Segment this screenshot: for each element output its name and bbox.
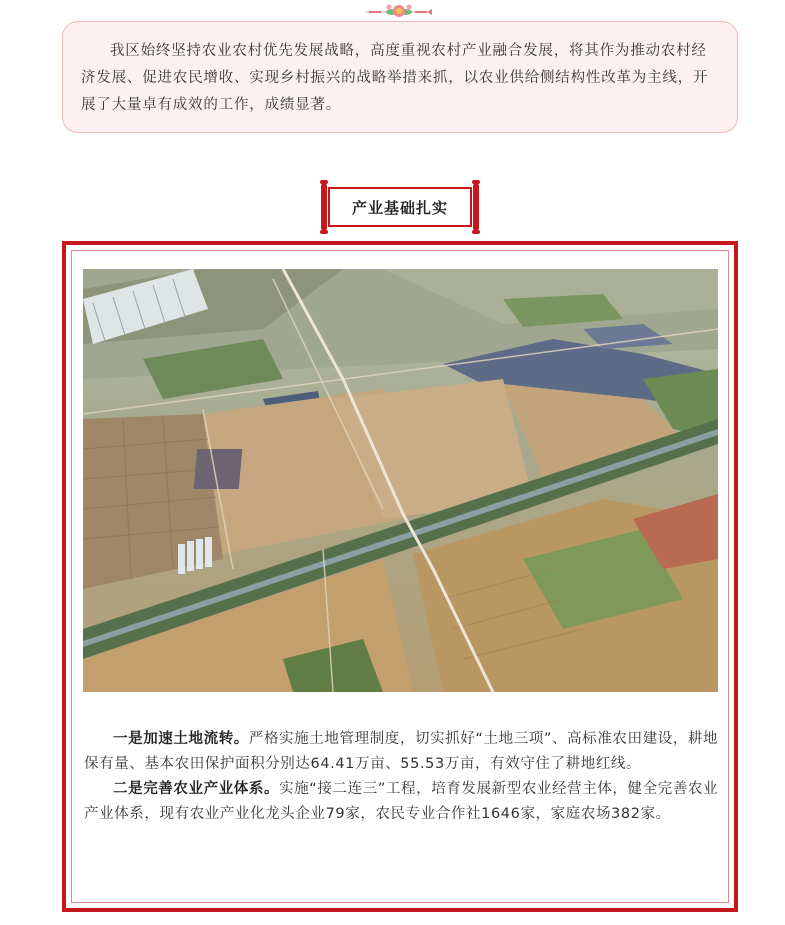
aerial-farmland-photo bbox=[83, 269, 718, 692]
flower-ornament-icon bbox=[361, 0, 435, 20]
scroll-rod-left bbox=[321, 183, 327, 231]
scroll-rod-right bbox=[473, 183, 479, 231]
paragraph-body: 严格实施土地管理制度，切实抓好“土地三项”、高标准农田建设，耕地保有量、基本农田保护面积分别达64.41万亩、55.53万亩，有效守住了耕地红线。 bbox=[84, 731, 719, 772]
section-title-box bbox=[328, 187, 472, 227]
intro-box bbox=[62, 21, 738, 133]
section-title: 产业基础扎实 bbox=[351, 198, 448, 217]
section-title-banner bbox=[321, 183, 479, 231]
paragraph-lead: 一是加速土地流转。 bbox=[113, 731, 249, 747]
paragraph-industry-system bbox=[84, 777, 720, 827]
paragraph-land-transfer bbox=[84, 727, 720, 777]
paragraph-lead: 二是完善农业产业体系。 bbox=[113, 781, 280, 797]
intro-text: 我区始终坚持农业农村优先发展战略，高度重视农村产业融合发展，将其作为推动农村经济发展、促进农民增收、实现乡村振兴的战略举措来抓，以农业供给侧结构性改革为主线，开展了大量卓有成效的工作，成绩显著。 bbox=[81, 43, 709, 113]
body-text bbox=[84, 727, 720, 827]
paragraph-body: 实施“接二连三”工程，培育发展新型农业经营主体，健全完善农业产业体系，现有农业产业化龙头企业79家，农民专业合作社1646家，家庭农场382家。 bbox=[84, 781, 719, 822]
content-frame bbox=[62, 241, 738, 912]
